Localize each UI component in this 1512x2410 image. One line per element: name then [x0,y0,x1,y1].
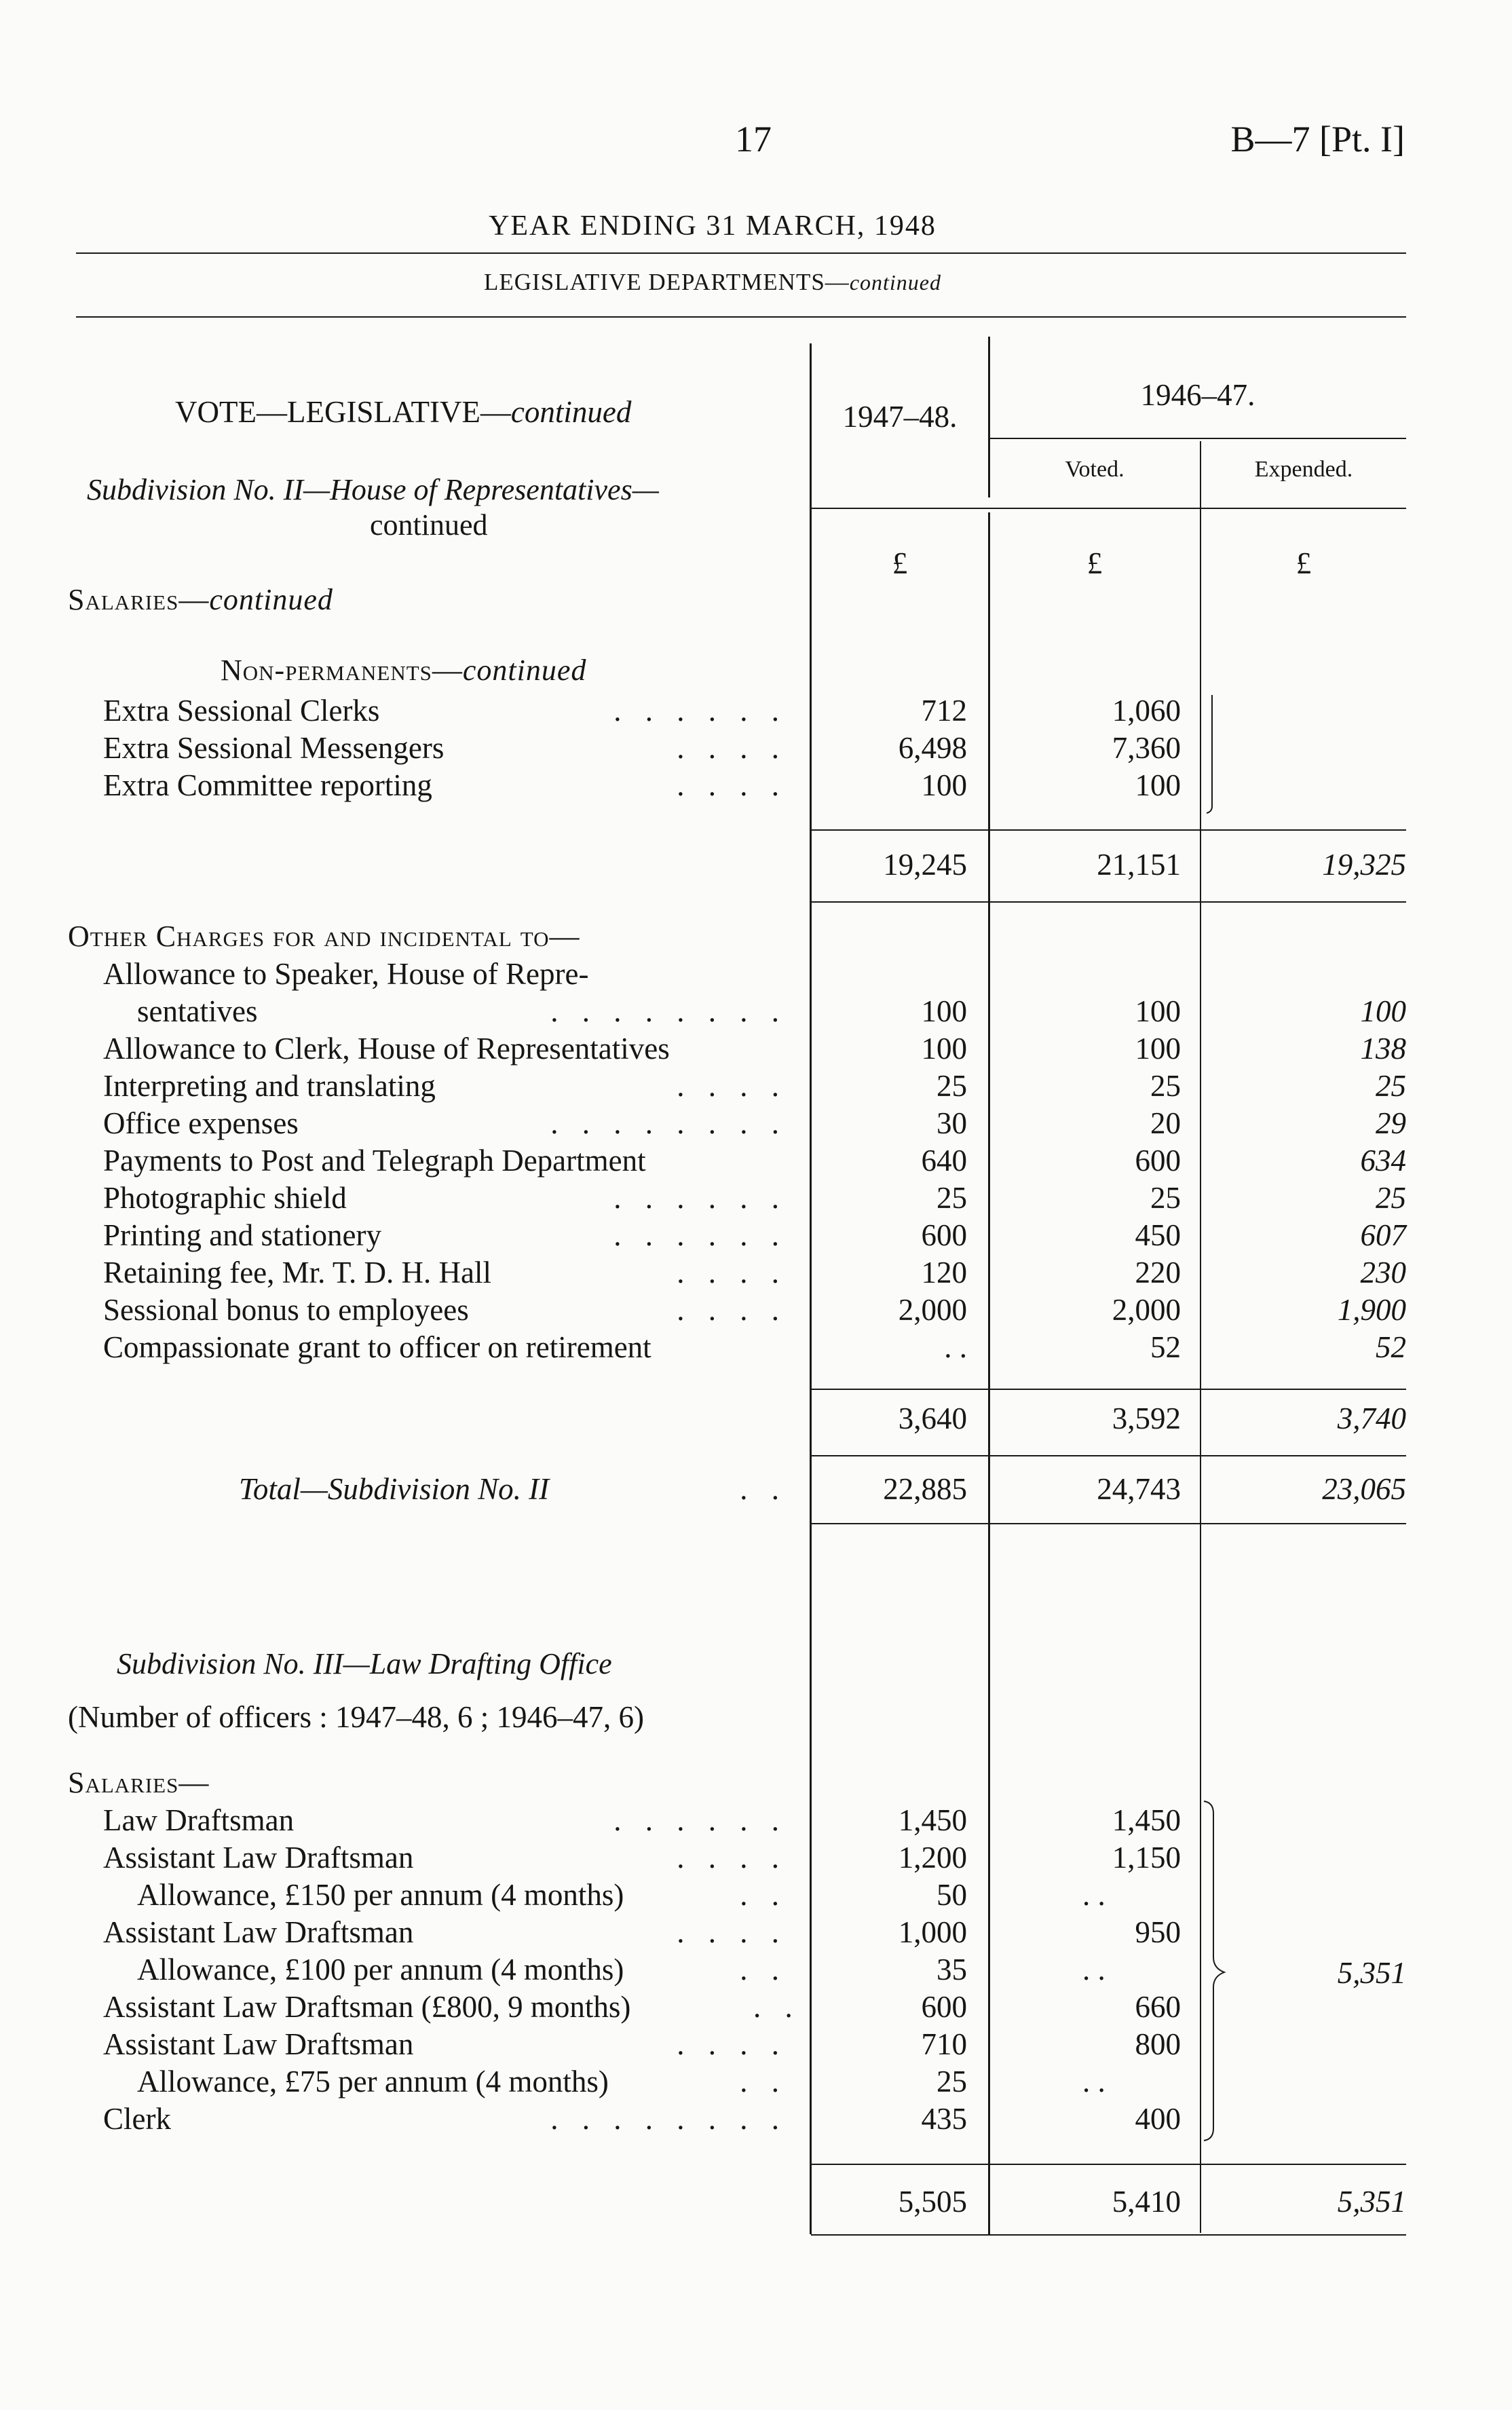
cell-1947-48: 1,450 [898,1803,967,1837]
cell-expended: 607 [1360,1218,1406,1252]
cell-voted: 25 [1150,1181,1181,1215]
rule-other-charges [811,901,1406,903]
cell-voted: . . [1082,2065,1105,2098]
rule-grand-total [811,1455,1406,1456]
cell-1947-48: 25 [937,2065,967,2098]
row-label: Clerk [103,2102,171,2136]
salaries-label-cont: continued [209,583,333,616]
row-label: Allowance, £75 per annum (4 months) [137,2065,609,2098]
cell-1947-48: 640 [921,1144,967,1178]
total-1947-48: 3,640 [898,1401,967,1435]
cell-voted: 450 [1135,1218,1181,1252]
cell-1947-48: 710 [921,2027,967,2061]
row-dots: . . . . . . [613,1181,787,1215]
department-heading-cont: continued [849,270,941,295]
row-label: Assistant Law Draftsman (£800, 9 months) [103,1990,631,2024]
cell-1947-48: 600 [921,1218,967,1252]
row-dots: . . [740,2065,787,2098]
salaries-label [68,585,333,615]
cell-expended: 1,900 [1337,1293,1406,1327]
vote-title-text: VOTE—LEGISLATIVE— [175,395,511,429]
row-dots: . . . . . . . . [550,994,787,1028]
cell-voted: 20 [1150,1106,1181,1140]
cell-voted: 950 [1135,1915,1181,1949]
row-dots: . . . . [677,1841,787,1875]
col-rule-left [810,343,812,2234]
nonpermanents-label-text: Non-permanents— [221,654,463,687]
row-label-cont: sentatives [137,994,258,1028]
cell-voted: 400 [1135,2102,1181,2136]
cell-1947-48: 35 [937,1953,967,1987]
officers-note: (Number of officers : 1947–48, 6 ; 1946–47, 6) [68,1700,645,1734]
subdivision-3-title: Subdivision No. III—Law Drafting Office [117,1647,612,1680]
subdivision-2-total-label: Total—Subdivision No. II [239,1472,550,1506]
subdivision-2-title-cont: continued [370,508,488,542]
cell-voted: 52 [1150,1330,1181,1364]
cell-voted: 100 [1135,994,1181,1028]
cell-voted: . . [1082,1953,1105,1987]
cell-1947-48: 712 [921,694,967,728]
rule-subdivision-3-total [811,2164,1406,2165]
cell-voted: 1,060 [1112,694,1181,728]
rule-subtotal-salaries [811,829,1406,831]
cell-voted: 2,000 [1112,1293,1181,1327]
bracket-law-drafting [1201,1799,1242,2145]
col-voted: Voted. [1065,457,1124,482]
row-label: Allowance to Clerk, House of Representatives [103,1032,670,1066]
row-label: Law Draftsman [103,1803,295,1837]
department-heading-text: LEGISLATIVE DEPARTMENTS— [484,269,850,295]
row-label: Allowance, £150 per annum (4 months) [137,1878,624,1912]
year-heading: YEAR ENDING 31 MARCH, 1948 [489,210,937,242]
row-label: Retaining fee, Mr. T. D. H. Hall [103,1256,491,1289]
row-dots: . . . . [677,731,787,765]
row-label: Allowance, £100 per annum (4 months) [137,1953,624,1987]
cell-voted: 100 [1135,768,1181,802]
row-label: Extra Sessional Clerks [103,694,380,728]
nonpermanents-label [221,656,586,685]
vote-title-cont: continued [510,395,632,429]
row-label: Office expenses [103,1106,299,1140]
total-1947-48: 5,505 [898,2185,967,2219]
rule-top [76,252,1406,254]
total-expended: 23,065 [1322,1472,1406,1506]
cell-expended: 52 [1376,1330,1406,1364]
department-heading [238,270,1188,294]
rule-subtotal-other [811,1389,1406,1390]
total-1947-48: 22,885 [883,1472,967,1506]
row-dots: . . . . . . . . [550,1106,787,1140]
cell-voted: 1,450 [1112,1803,1181,1837]
cell-expended: 25 [1376,1181,1406,1215]
rule-bottom [811,2234,1406,2236]
total-expended: 19,325 [1322,848,1406,882]
cell-1947-48: 6,498 [898,731,967,765]
row-dots: . . . . [677,1069,787,1103]
total-voted: 24,743 [1097,1472,1181,1506]
cell-voted: . . [1082,1878,1105,1912]
col-expended: Expended. [1254,457,1353,482]
row-label: Sessional bonus to employees [103,1293,469,1327]
row-dots: . . [740,1472,787,1506]
row-label: Printing and stationery [103,1218,381,1252]
cell-1947-48: 50 [937,1878,967,1912]
row-label: Payments to Post and Telegraph Department [103,1144,646,1178]
other-charges-label: Other Charges for and incidental to— [68,920,580,953]
row-dots: . . . . . . [613,1218,787,1252]
row-dots: . . [740,1878,787,1912]
row-label: Extra Committee reporting [103,768,432,802]
row-dots: . . . . [677,2027,787,2061]
cell-1947-48: 100 [921,1032,967,1066]
row-dots: . . . . [677,1256,787,1289]
bracket-nonperm [1205,692,1232,814]
row-label: Photographic shield [103,1181,347,1215]
cell-1947-48: 120 [921,1256,967,1289]
cell-expended: 25 [1376,1069,1406,1103]
rule-after-total [811,1523,1406,1524]
cell-1947-48: 1,200 [898,1841,967,1875]
cell-1947-48: 25 [937,1181,967,1215]
row-dots: . . . . [677,768,787,802]
cell-1947-48: 435 [921,2102,967,2136]
col-prior-year: 1946–47. [1140,378,1255,412]
row-label: Allowance to Speaker, House of Repre- [103,957,589,991]
row-label: Interpreting and translating [103,1069,436,1103]
row-dots: . . [740,1953,787,1987]
cell-voted: 1,150 [1112,1841,1181,1875]
rule-colhead [811,508,1406,509]
pound-voted: £ [1086,546,1103,580]
cell-expended: 634 [1360,1144,1406,1178]
row-label: Compassionate grant to officer on retirement [103,1330,651,1364]
total-voted: 21,151 [1097,848,1181,882]
cell-expended: 230 [1360,1256,1406,1289]
cell-1947-48: 30 [937,1106,967,1140]
total-1947-48: 19,245 [883,848,967,882]
cell-voted: 220 [1135,1256,1181,1289]
salaries-label-text: Salaries— [68,583,210,616]
subdivision-3-salaries-label: Salaries— [68,1766,210,1799]
cell-1947-48: 600 [921,1990,967,2024]
cell-1947-48: 25 [937,1069,967,1103]
row-dots: . . . . . . [613,694,787,728]
cell-expended: 100 [1360,994,1406,1028]
rule-prior-year [989,438,1406,439]
pound-current: £ [892,546,908,580]
total-expended: 3,740 [1337,1401,1406,1435]
cell-1947-48: 100 [921,994,967,1028]
total-expended: 5,351 [1337,2185,1406,2219]
page-number: 17 [735,119,772,159]
cell-expended: 29 [1376,1106,1406,1140]
row-label: Extra Sessional Messengers [103,731,445,765]
cell-voted: 100 [1135,1032,1181,1066]
cell-1947-48: . . [944,1330,967,1364]
vote-title [175,397,631,428]
row-label: Assistant Law Draftsman [103,1841,414,1875]
cell-1947-48: 1,000 [898,1915,967,1949]
rule-header [76,316,1406,318]
nonpermanents-label-cont: continued [462,654,587,687]
document-reference: B—7 [Pt. I] [1230,119,1405,159]
pound-expended: £ [1296,546,1312,580]
row-dots: . . . . . . [613,1803,787,1837]
row-label: Assistant Law Draftsman [103,2027,414,2061]
subdivision-2-title: Subdivision No. II—House of Representatives— [87,473,659,506]
total-voted: 5,410 [1112,2185,1181,2219]
row-dots: . . . . [677,1293,787,1327]
row-dots: . . . . [677,1915,787,1949]
col-current-year: 1947–48. [842,400,958,434]
cell-voted: 800 [1135,2027,1181,2061]
row-label: Assistant Law Draftsman [103,1915,414,1949]
cell-voted: 600 [1135,1144,1181,1178]
cell-voted: 660 [1135,1990,1181,2024]
cell-voted: 7,360 [1112,731,1181,765]
cell-1947-48: 100 [921,768,967,802]
col-rule-mid [988,512,990,2234]
total-voted: 3,592 [1112,1401,1181,1435]
row-dots: . . [753,1990,801,2024]
cell-expended: 138 [1360,1032,1406,1066]
bracket-expended-value: 5,351 [1337,1956,1406,1990]
cell-1947-48: 2,000 [898,1293,967,1327]
cell-voted: 25 [1150,1069,1181,1103]
row-dots: . . . . . . . . [550,2102,787,2136]
